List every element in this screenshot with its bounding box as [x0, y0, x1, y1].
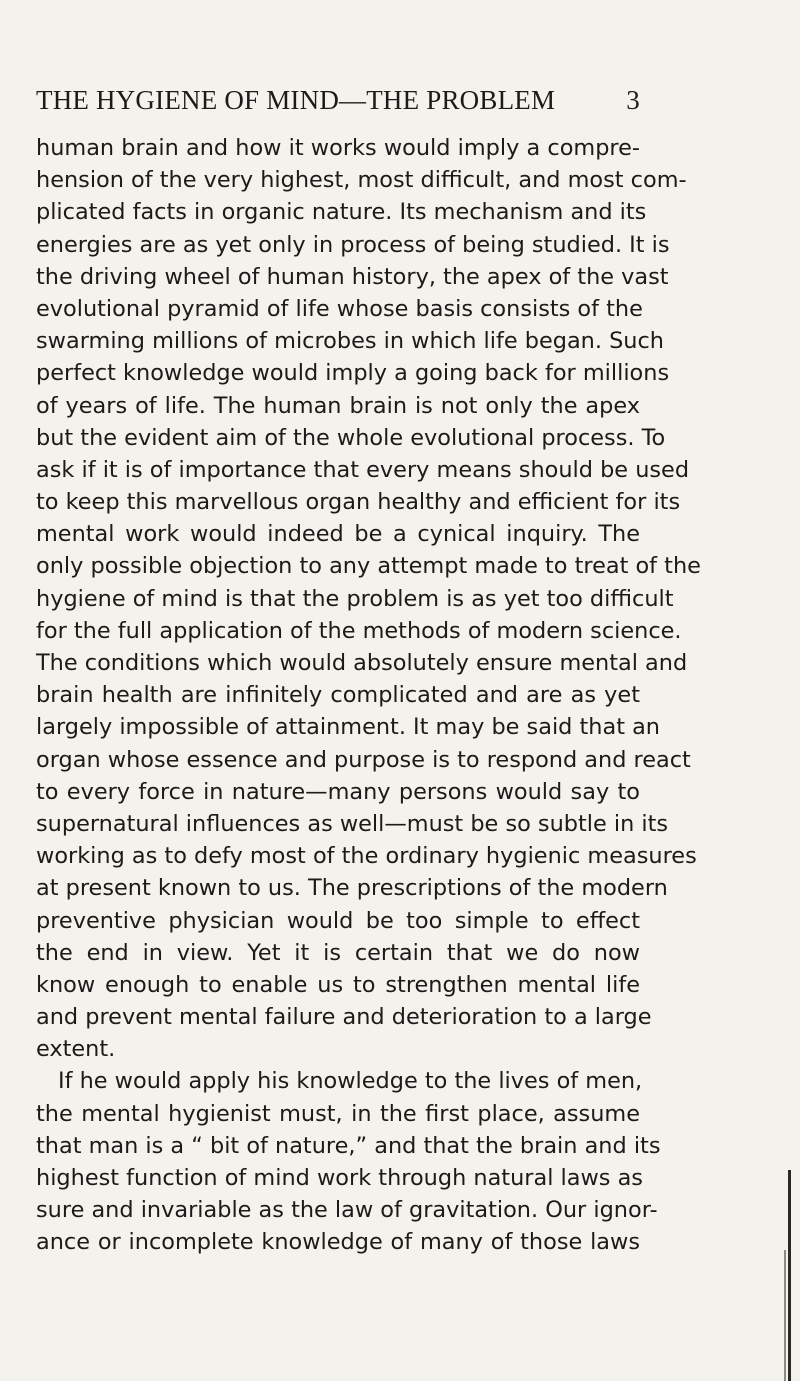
text-line: supernatural influences as well—must be so subtle in its [36, 810, 669, 837]
text-line: at present known to us. The prescriptions of the modern [36, 875, 668, 902]
text-line: ance or incomplete knowledge of many of those laws [36, 1229, 640, 1256]
text-line: for the full application of the methods of modern science. [36, 617, 682, 644]
text-line: and prevent mental failure and deterioration to a large [36, 1004, 652, 1031]
text-line: extent. [36, 1036, 116, 1063]
text-line: energies are as yet only in process of being studied. It is [36, 231, 670, 258]
text-line: to keep this marvellous organ healthy and efficient for its [36, 489, 681, 516]
page-edge-line [788, 1170, 791, 1381]
text-line: the driving wheel of human history, the apex of the vast [36, 263, 669, 290]
text-line: evolutional pyramid of life whose basis consists of the [36, 295, 643, 322]
paragraph-1 [36, 132, 701, 1065]
text-line: swarming millions of microbes in which life began. Such [36, 328, 664, 355]
text-line: If he would apply his knowledge to the lives of men, [58, 1068, 643, 1095]
text-line: working as to defy most of the ordinary hygienic measures [36, 843, 697, 870]
text-line: preventive physician would be too simple to effect [36, 907, 640, 934]
text-line: human brain and how it works would imply a compre- [36, 135, 640, 161]
page-edge-shadow [784, 1250, 786, 1381]
text-line: to every force in nature—many persons would say to [36, 778, 640, 805]
text-line: of years of life. The human brain is not only the apex [36, 392, 640, 419]
text-line: know enough to enable us to strengthen mental life [36, 971, 640, 998]
text-line: the mental hygienist must, in the first place, assume [36, 1100, 640, 1127]
text-line: The conditions which would absolutely ensure mental and [36, 650, 688, 676]
chapter-title: THE HYGIENE OF MIND—THE PROBLEM [36, 85, 556, 115]
text-line: mental work would indeed be a cynical inquiry. The [36, 521, 640, 548]
text-line: highest function of mind work through natural laws as [36, 1165, 643, 1191]
text-line: the end in view. Yet it is certain that we do now [36, 939, 640, 966]
text-line: that man is a “ bit of nature,” and that the brain and its [36, 1132, 661, 1159]
text-line: hension of the very highest, most difficult, and most com- [36, 167, 687, 194]
text-line: brain health are infinitely complicated and are as yet [36, 682, 640, 709]
text-line: only possible objection to any attempt made to treat of the [36, 553, 701, 580]
text-line: perfect knowledge would imply a going back for millions [36, 360, 670, 387]
text-line: plicated facts in organic nature. Its mechanism and its [36, 199, 647, 226]
body-text [36, 132, 701, 1259]
page-number: 3 [626, 85, 640, 115]
text-line: sure and invariable as the law of gravitation. Our ignor- [36, 1197, 658, 1224]
paragraph-2 [36, 1065, 661, 1258]
text-line: largely impossible of attainment. It may be said that an [36, 714, 660, 741]
text-line: but the evident aim of the whole evolutional process. To [36, 424, 666, 451]
text-line: hygiene of mind is that the problem is as yet too difficult [36, 585, 674, 612]
running-head [36, 83, 640, 117]
text-line: ask if it is of importance that every means should be used [36, 456, 690, 483]
text-line: organ whose essence and purpose is to respond and react [36, 746, 691, 773]
